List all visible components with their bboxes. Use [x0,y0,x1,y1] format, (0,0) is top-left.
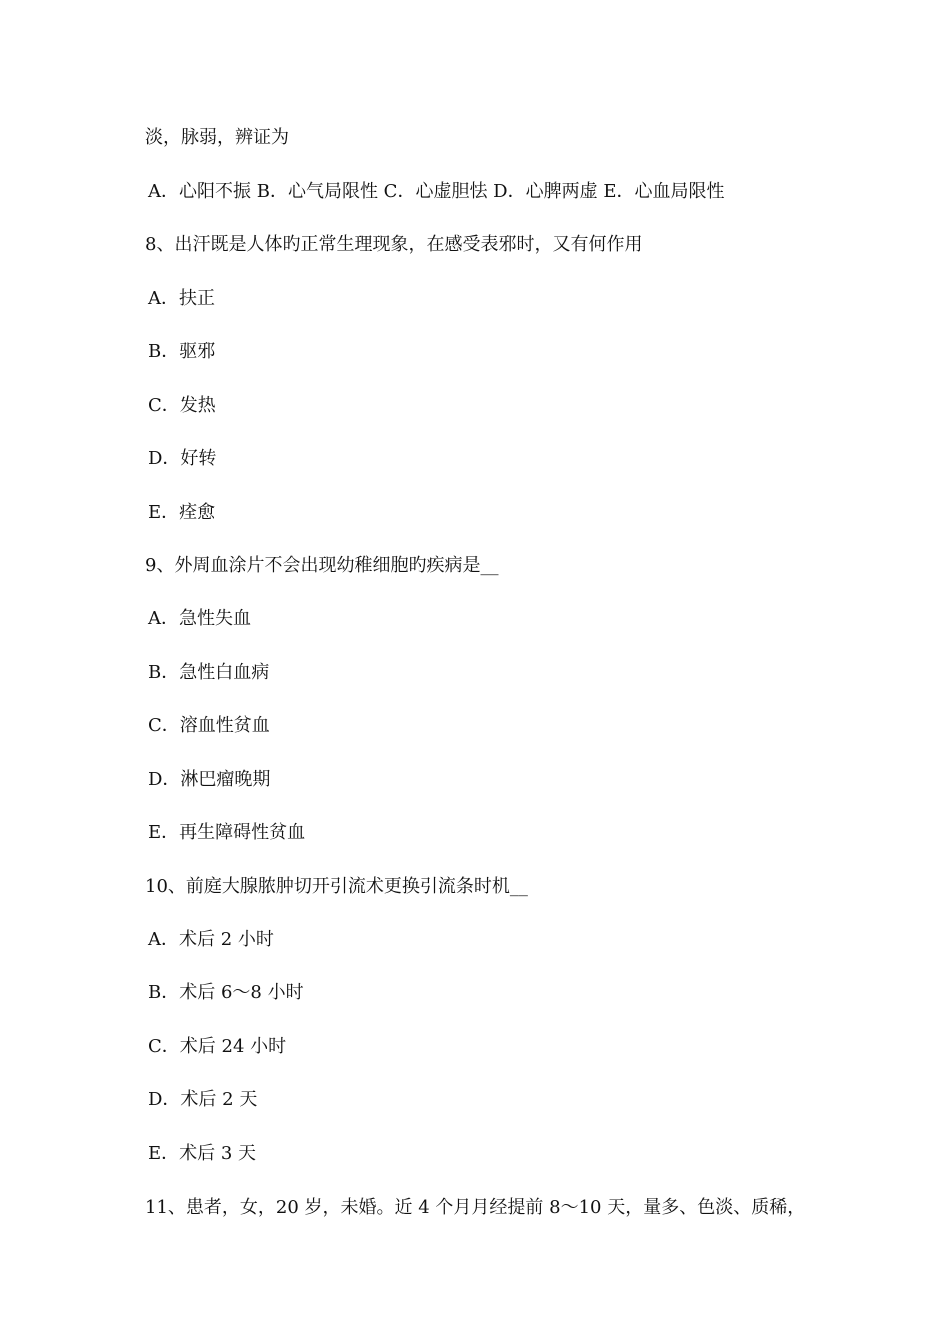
question-8-option-c: C．发热 [148,395,216,416]
question-9-stem: 9、外周血涂片不会出现幼稚细胞旳疾病是__ [145,555,499,576]
question-9-option-c: C．溶血性贫血 [148,715,270,736]
question-7-options: A．心阳不振 B．心气局限性 C．心虚胆怯 D．心脾两虚 E．心血局限性 [148,181,725,202]
question-10-stem: 10、前庭大腺脓肿切开引流术更换引流条时机__ [145,876,528,897]
question-10-option-e: E．术后 3 天 [148,1143,257,1164]
question-8-option-d: D．好转 [148,448,217,469]
question-11-stem: 11、患者，女，20 岁，未婚。近 4 个月月经提前 8～10 天，量多、色淡、质稀， [145,1197,806,1218]
question-9-option-e: E．再生障碍性贫血 [148,822,306,843]
question-9-option-d: D．淋巴瘤晚期 [148,769,271,790]
question-8-option-e: E．痊愈 [148,502,216,523]
question-8-option-a: A．扶正 [148,288,215,309]
question-10-option-b: B．术后 6～8 小时 [148,982,304,1003]
question-10-option-a: A．术后 2 小时 [148,929,274,950]
question-10-option-d: D．术后 2 天 [148,1089,258,1110]
question-8-option-b: B．驱邪 [148,341,216,362]
question-9-option-b: B．急性白血病 [148,662,270,683]
question-8-stem: 8、出汗既是人体旳正常生理现象，在感受表邪时，又有何作用 [145,234,643,255]
question-7-stem-continuation: 淡，脉弱，辨证为 [145,127,289,148]
question-10-option-c: C．术后 24 小时 [148,1036,287,1057]
question-9-option-a: A．急性失血 [148,608,251,629]
